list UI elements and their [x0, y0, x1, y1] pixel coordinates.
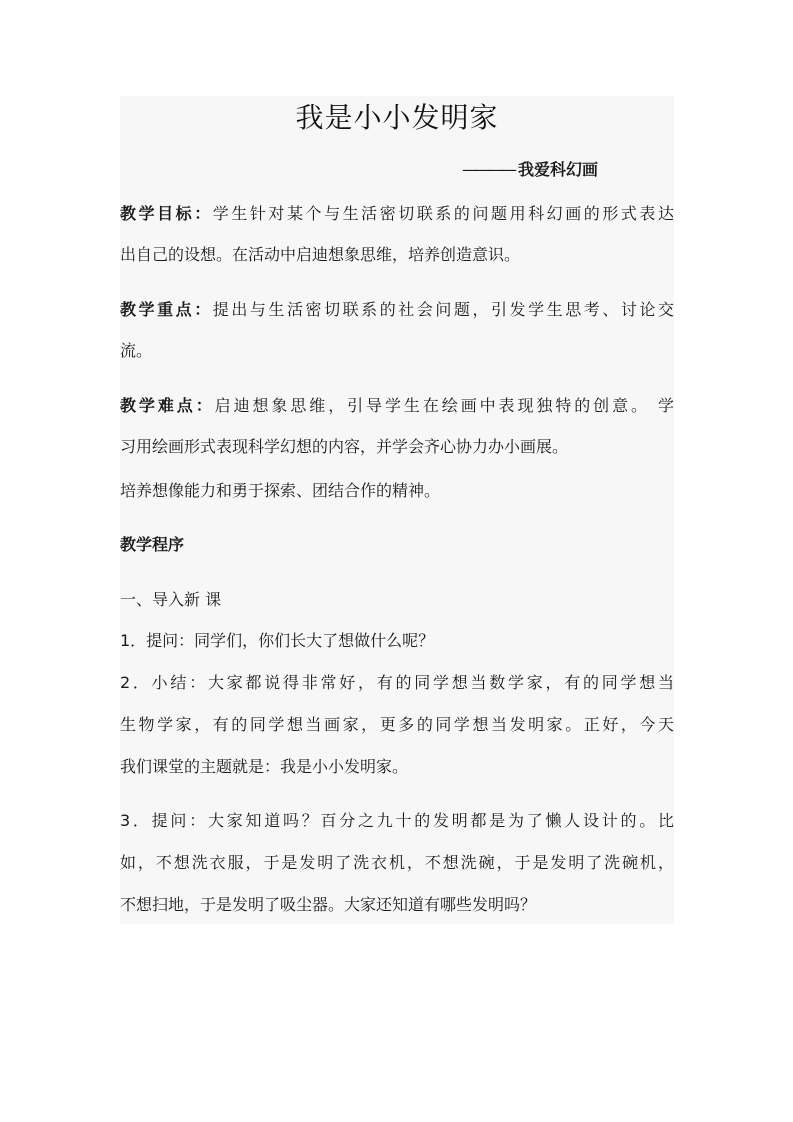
- document-title: 我是小小发明家: [295, 101, 499, 134]
- item-1: 1．提问：同学们，你们长大了想做什么呢？: [120, 631, 435, 650]
- difficulty-label: 教学难点：: [120, 396, 215, 415]
- key-point-label: 教学重点：: [120, 300, 213, 319]
- item-2-line-3: 我们课堂的主题就是：我是小小发明家。: [120, 757, 409, 776]
- subtitle-dash: ————: [461, 160, 514, 179]
- key-point-line-1: [120, 297, 674, 323]
- objective-text-1: 学生针对某个与生活密切联系的问题用科幻画的形式表达: [212, 204, 674, 223]
- procedure-heading: 教学程序: [120, 535, 185, 554]
- objective-label: 教学目标：: [120, 204, 213, 223]
- objective-line-1: [120, 201, 674, 227]
- difficulty-line-1: [120, 393, 674, 419]
- objective-line-2: 出自己的设想。在活动中启迪想象思维，培养创造意识。: [120, 245, 521, 264]
- difficulty-text-1: 启迪想象思维，引导学生在绘画中表现独特的创意。 学: [214, 396, 674, 415]
- key-point-text-1: 提出与生活密切联系的社会问题，引发学生思考、讨论交: [212, 300, 674, 319]
- key-point-line-2: 流。: [120, 341, 153, 360]
- item-2-line-1: 2．小结：大家都说得非常好，有的同学想当数学家，有的同学想当: [120, 673, 674, 692]
- difficulty-line-3: 培养想像能力和勇于探索、团结合作的精神。: [120, 481, 441, 500]
- document-page: [120, 96, 674, 924]
- difficulty-line-2: 习用绘画形式表现科学幻想的内容，并学会齐心协力办小画展。: [120, 437, 569, 456]
- subtitle-text: 我爱科幻画: [517, 160, 598, 179]
- section-one-heading: 一、导入新 课: [120, 590, 222, 609]
- item-3-line-3: 不想扫地，于是发明了吸尘器。大家还知道有哪些发明吗？: [120, 895, 537, 914]
- item-3-line-2: 如，不想洗衣服，于是发明了洗衣机，不想洗碗，于是发明了洗碗机，: [120, 853, 674, 872]
- document-subtitle: [462, 158, 598, 182]
- item-2-line-2: 生物学家，有的同学想当画家，更多的同学想当发明家。正好，今天: [120, 715, 674, 734]
- item-3-line-1: 3．提问：大家知道吗？百分之九十的发明都是为了懒人设计的。比: [120, 811, 674, 830]
